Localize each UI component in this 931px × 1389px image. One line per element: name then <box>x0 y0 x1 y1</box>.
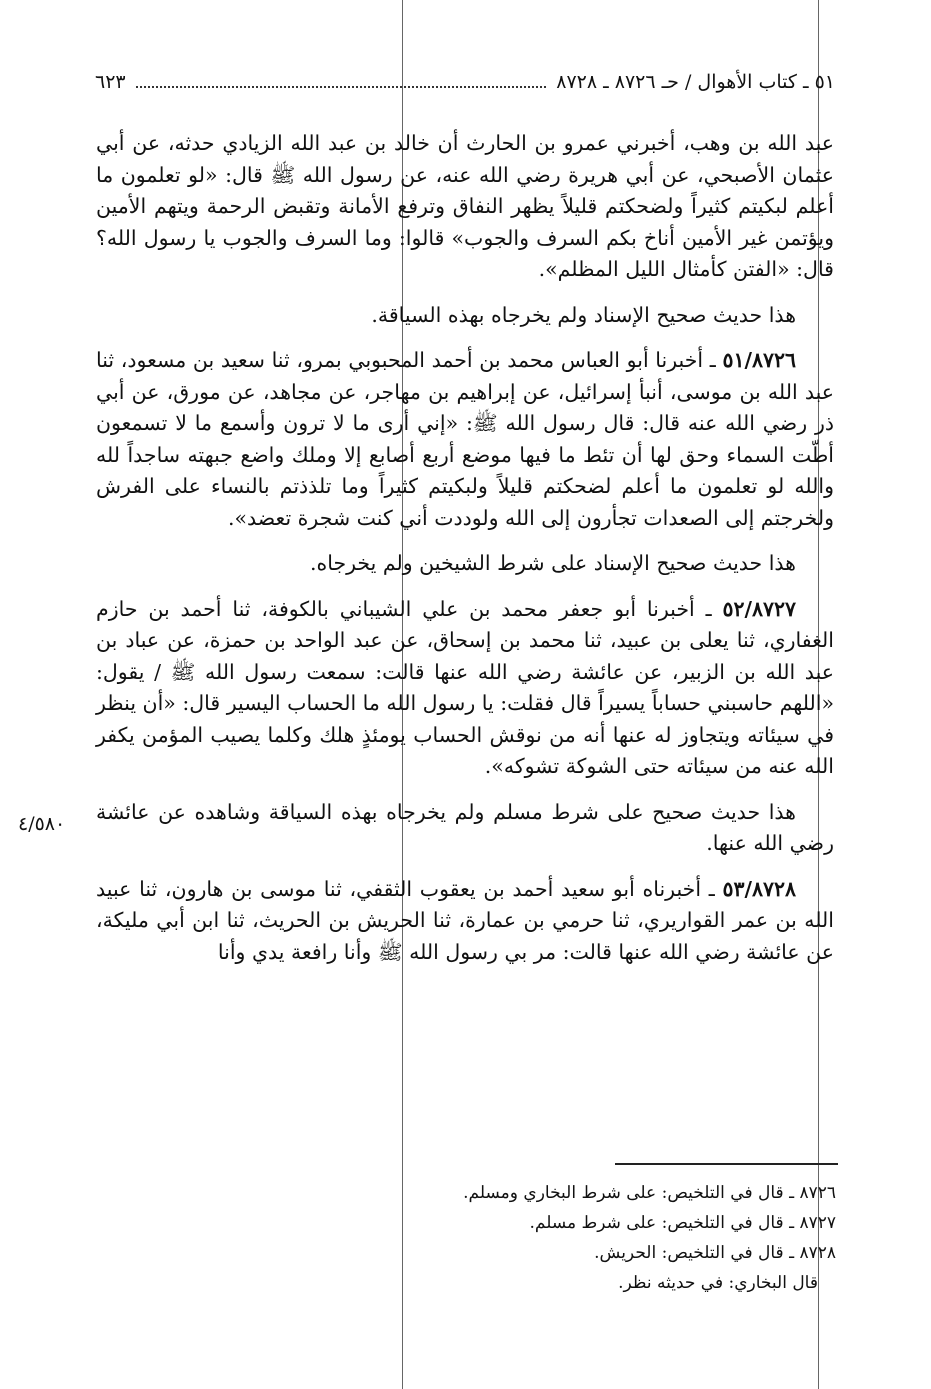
paragraph-text: هذا حديث صحيح الإسناد على شرط الشيخين ولم يخرجاه. <box>309 551 796 575</box>
footnote-8728-continued: قال البخاري: في حديثه نظر. <box>618 1273 818 1293</box>
hadith-number: ٥٢/٨٧٢٧ <box>722 596 796 621</box>
paragraph-text: ـ أخبرناه أبو سعيد أحمد بن يعقوب الثقفي، ثنا موسى بن هارون، ثنا عبيد الله بن عمر القواريري، ثنا حرمي بن عمارة، ثنا الحريش بن الحريث، ثنا ابن أبي مليكة، عن عائشة رضي الله عنها قالت: مر بي رسول الله ﷺ وأنا رافعة يدي وأنا <box>96 876 834 964</box>
hadith-8726 <box>96 345 834 534</box>
paragraph-text: ـ أخبرنا أبو العباس محمد بن أحمد المحبوبي بمرو، ثنا سعيد بن مسعود، ثنا عبد الله بن موسى، أنبأ إسرائيل، عن إبراهيم بن مهاجر، عن مجاهد، عن مورق، عن أبي ذر رضي الله عنه قال: قال رسول الله ﷺ: «إني أرى ما لا ترون وأسمع ما لا تسمعون أطّت السماء وحق لها أن تئط ما فيها موضع أربع أصابع إلا وملك واضع جبهته ساجداً لله والله لو تعلمون ما أعلم لضحكتم قليلاً ولبكيتم كثيراً وما تلذذتم بالنساء على الفرش ولخرجتم إلى الصعدات تجأرون إلى الله ولوددت أني كنت شجرة تعضد». <box>96 348 834 530</box>
footnote-separator <box>615 1163 838 1165</box>
footnote-8726: ٨٧٢٦ ـ قال في التلخيص: على شرط البخاري ومسلم. <box>463 1183 836 1203</box>
hadith-number: ٥٣/٨٧٢٨ <box>722 876 796 901</box>
hadith-8727 <box>96 594 834 783</box>
hadith-number: ٥١/٨٧٢٦ <box>722 348 796 372</box>
hadith-8728 <box>96 874 834 969</box>
paragraph-1 <box>96 128 834 286</box>
paragraph-text: عبد الله بن وهب، أخبرني عمرو بن الحارث أن خالد بن عبد الله الزيادي حدثه، عن أبي عثمان الأصبحي، عن أبي هريرة رضي الله عنه، عن رسول الله ﷺ قال: «لو تعلمون ما أعلم لبكيتم كثيراً ولضحكتم قليلاً يظهر النفاق وترفع الأمانة وتقبض الرحمة ويتهم الأمين ويؤتمن غير الأمين أناخ بكم السرف والجوب» قالوا: وما السرف والجوب يا رسول الله؟ قال: «الفتن كأمثال الليل المظلم». <box>96 131 834 281</box>
header-title: ٥١ ـ كتاب الأهوال / حـ ٨٧٢٦ ـ ٨٧٢٨ <box>556 71 835 93</box>
page-number: ٦٢٣ <box>95 71 126 93</box>
footnotes <box>380 1178 836 1298</box>
paragraph-4 <box>96 548 834 580</box>
margin-volume-page-note: ٤/٥٨٠ <box>18 813 66 835</box>
paragraph-text: هذا حديث صحيح الإسناد ولم يخرجاه بهذه السياقة. <box>371 302 796 327</box>
running-header <box>95 64 835 100</box>
paragraph-6 <box>96 797 834 860</box>
paragraph-2 <box>96 300 834 332</box>
footnote-8727: ٨٧٢٧ ـ قال في التلخيص: على شرط مسلم. <box>529 1213 836 1233</box>
footnote-8728: ٨٧٢٨ ـ قال في التلخيص: الحريش. <box>594 1243 836 1263</box>
paragraph-text: ـ أخبرنا أبو جعفر محمد بن علي الشيباني بالكوفة، ثنا أحمد بن حازم الغفاري، ثنا يعلى بن عبيد، ثنا محمد بن إسحاق، عن عبد الواحد بن حمزة، عن عباد بن عبد الله بن الزبير، عن عائشة رضي الله عنها قالت: سمعت رسول الله ﷺ / يقول: «اللهم حاسبني حساباً يسيراً قال فقلت: يا رسول الله ما الحساب اليسير قال: «أن ينظر في سيئاته ويتجاوز له عنها أنه من نوقش الحساب يومئذٍ هلك وكلما يصيب المؤمن يكفر الله عنه من سيئاته حتى الشوكة تشوكه». <box>96 596 834 778</box>
main-text <box>96 128 834 982</box>
paragraph-text: هذا حديث صحيح على شرط مسلم ولم يخرجاه بهذه السياقة وشاهده عن عائشة رضي الله عنها. <box>96 799 834 855</box>
header-leader-dots <box>136 76 547 88</box>
